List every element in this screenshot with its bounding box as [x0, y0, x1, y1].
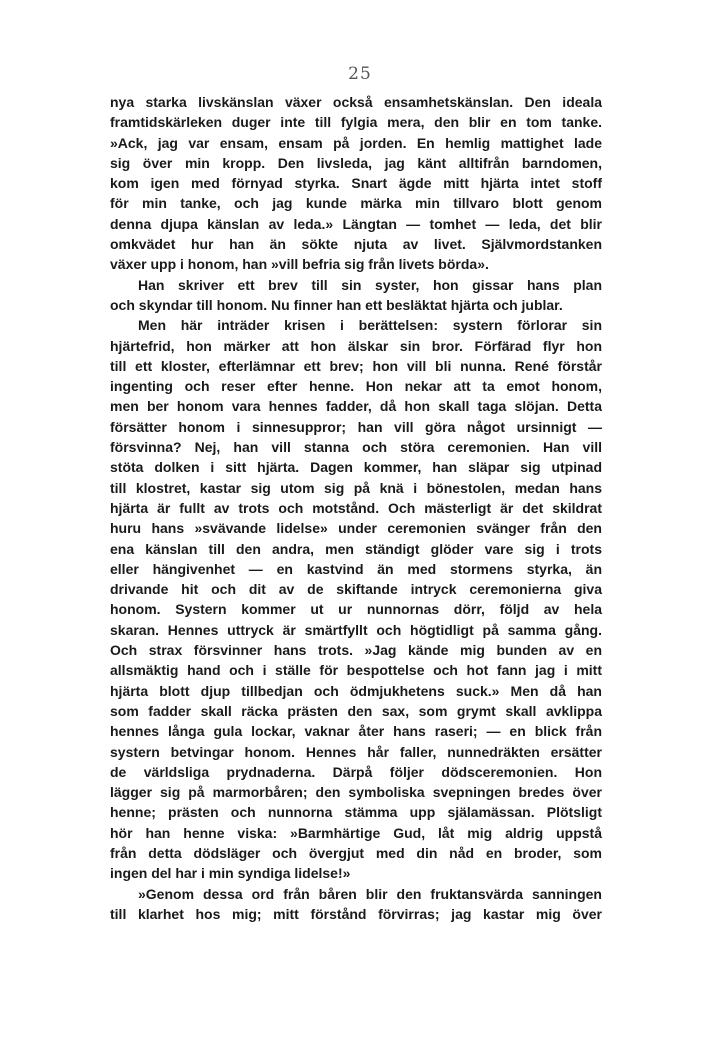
text-line: ena känslan till den andra, men ständigt glöder vare sig i trots [110, 540, 602, 557]
text-line: men ber honom vara hennes fadder, då hon skall taga slöjan. Detta [110, 398, 602, 415]
text-line: drivande hit och dit av de skiftande intryck ceremonierna giva [110, 581, 602, 598]
text-line: denna djupa känslan av leda.» Längtan — tomhet — leda, det blir [110, 215, 602, 232]
text-line: och skyndar till honom. Nu finner han ett besläktat hjärta och jublar. [110, 296, 563, 313]
text-line: hjärta blott djup tillbedjan och ödmjukhetens suck.» Men då han [110, 682, 602, 699]
text-line: hjärta är fullt av trots och motstånd. Och mästerligt är det skildrat [110, 499, 602, 516]
text-line: eller hängivenhet — en kastvind än med stormens styrka, än [110, 560, 602, 577]
text-line: försvinna? Nej, han vill stanna och störa ceremonien. Han vill [110, 439, 602, 456]
text-line: stöta dolken i sitt hjärta. Dagen kommer, han släpar sig utpinad [110, 459, 602, 476]
text-line: framtidskärleken duger inte till fylgia mera, den blir en tom tanke. [110, 114, 602, 131]
text-line: Och strax försvinner hans trots. »Jag kände mig bunden av en [110, 642, 602, 659]
text-line: växer upp i honom, han »vill befria sig från livets börda». [110, 256, 489, 273]
text-line: skaran. Hennes uttryck är smärtfyllt och högtidligt på samma gång. [110, 621, 602, 638]
text-line: hjärtefrid, hon märker att hon älskar sin bror. Förfärad flyr hon [110, 337, 602, 354]
text-line: ingenting och reser efter henne. Hon nekar att ta emot honom, [110, 378, 602, 395]
text-line: hör han henne viska: »Barmhärtige Gud, låt mig aldrig uppstå [110, 824, 602, 841]
text-line: huru hans »svävande lidelse» under ceremonien svänger från den [110, 520, 602, 537]
text-line: allsmäktig hand och i ställe för bespottelse och hot fann jag i mitt [110, 662, 602, 679]
text-line: »Genom dessa ord från båren blir den fruktansvärda sanningen [138, 885, 602, 902]
text-line: Men här inträder krisen i berättelsen: systern förlorar sin [138, 317, 602, 334]
text-line: ingen del har i min syndiga lidelse!» [110, 865, 351, 882]
text-line: de världsliga prydnaderna. Därpå följer dödsceremonien. Hon [110, 763, 602, 780]
text-line: nya starka livskänslan växer också ensamhetskänslan. Den ideala [110, 94, 602, 110]
body-text [110, 92, 602, 924]
text-line: försätter honom i sinnesuppror; han vill göra något ursinnigt — [110, 418, 602, 435]
text-line: honom. Systern kommer ut ur nunnornas dörr, följd av hela [110, 601, 602, 618]
text-line: för min tanke, och jag kunde märka min tillvaro blott genom [110, 195, 602, 212]
text-line: henne; prästen och nunnorna stämma upp själamässan. Plötsligt [110, 804, 602, 821]
text-line: sig över min kropp. Den livsleda, jag känt alltifrån barndomen, [110, 154, 602, 171]
text-line: till klarhet hos mig; mitt förstånd förvirras; jag kastar mig över [110, 905, 602, 922]
text-line: kom igen med förnyad styrka. Snart ägde mitt hjärta intet stoff [110, 175, 602, 192]
text-line: hennes långa gula lockar, vaknar åter hans raseri; — en blick från [110, 723, 602, 740]
text-line: omkvädet hur han än sökte njuta av livet. Självmordstanken [110, 236, 602, 253]
text-line: från detta dödsläger och övergjut med din nåd en broder, som [110, 844, 602, 861]
text-line: till klostret, kastar sig utom sig på knä i bönestolen, medan hans [110, 479, 602, 496]
text-line: systern betvingar honom. Hennes hår faller, nunnedräkten ersätter [110, 743, 602, 760]
text-line: som fadder skall räcka prästen den sax, som grymt skall avklippa [110, 702, 602, 719]
text-line: lägger sig på marmorbåren; den symboliska svepningen bredes över [110, 784, 602, 801]
page-number: 25 [348, 64, 372, 84]
text-line: till ett kloster, efterlämnar ett brev; hon vill bli nunna. René förstår [110, 357, 602, 374]
text-line: Han skriver ett brev till sin syster, hon gissar hans plan [138, 276, 602, 293]
text-line: »Ack, jag var ensam, ensam på jorden. En hemlig mattighet lade [110, 134, 602, 151]
